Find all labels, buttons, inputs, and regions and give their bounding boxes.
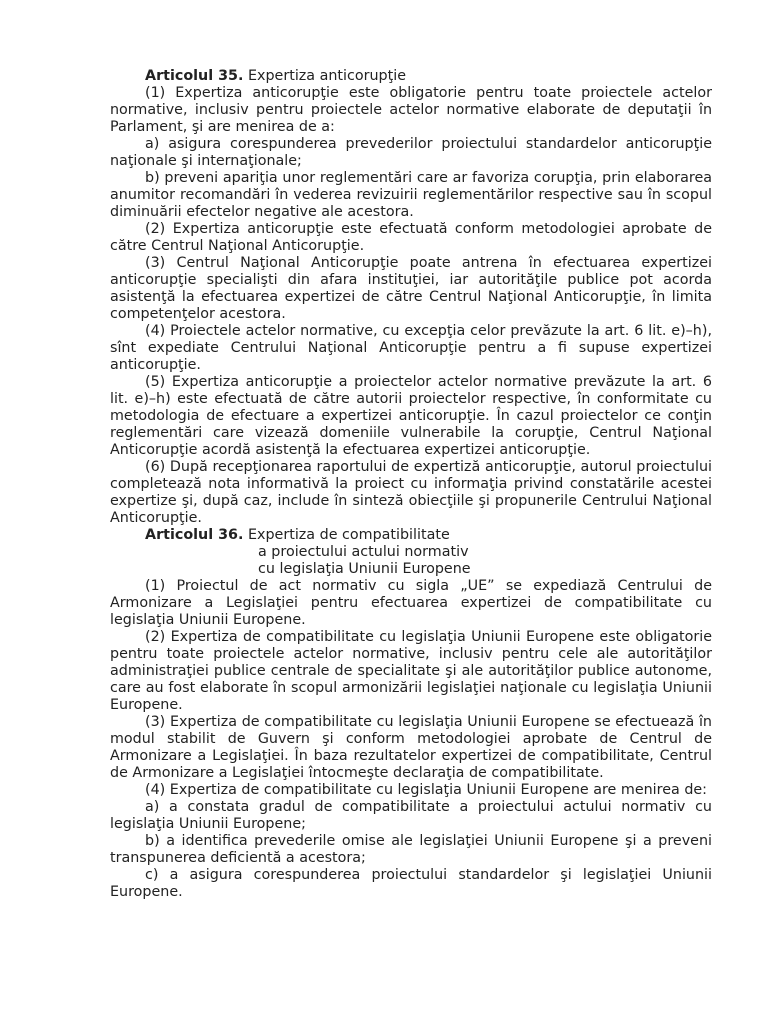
article-35-heading [110,68,712,85]
article-36-paragraph: a) a constata gradul de compatibilitate a proiectului actului normativ cu legislaţia Uniunii Europene; [110,799,712,832]
article-35-paragraph: (1) Expertiza anticorupţie este obligatorie pentru toate proiectele actelor normative, inclusiv pentru proiectele actelor normative elaborate de deputaţii în Parlament, şi are menirea de a: [110,85,712,135]
article-36-title-line: cu legislaţia Uniunii Europene [258,561,471,577]
document-page [110,68,712,901]
article-35-paragraph: (2) Expertiza anticorupţie este efectuată conform metodologiei aprobate de către Centrul Naţional Anticorupţie. [110,221,712,254]
article-36-paragraph: (3) Expertiza de compatibilitate cu legislaţia Uniunii Europene se efectuează în modul stabilit de Guvern şi conform metodologiei aprobate de Centrul de Armonizare a Legislaţiei. În baza rezultatelor expertizei de compatibilitate, Centrul de Armonizare a Legislaţiei întocmeşte declaraţia de compatibilitate. [110,714,712,781]
article-35-label: Articolul 35. [145,68,244,84]
article-35-paragraph: a) asigura corespunderea prevederilor proiectului standardelor anticorupţie naţionale şi internaţionale; [110,136,712,169]
article-35-paragraph: (5) Expertiza anticorupţie a proiectelor actelor normative prevăzute la art. 6 lit. e)–h) este efectuată de către autorii proiectelor respective, în conformitate cu metodologia de efectuare a expertizei anticorupţie. În cazul proiectelor ce conţin reglementări care vizează domeniile vulnerabile la corupţie, Centrul Naţional Anticorupţie acordă asistenţă la efectuarea expertizei anticorupţie. [110,374,712,458]
article-35-paragraph: (3) Centrul Naţional Anticorupţie poate antrena în efectuarea expertizei anticorupţie specialişti din afara instituţiei, iar autorităţile publice pot acorda asistenţă la efectuarea expertizei de către Centrul Naţional Anticorupţie, în limita competenţelor acestora. [110,255,712,322]
article-36-paragraph: (1) Proiectul de act normativ cu sigla „UE” se expediază Centrului de Armonizare a Legislaţiei pentru efectuarea expertizei de compatibilitate cu legislaţia Uniunii Europene. [110,578,712,628]
article-36-title-line: a proiectului actului normativ [258,544,469,560]
article-36-title-line: Expertiza de compatibilitate [243,527,450,543]
article-36-paragraph: (2) Expertiza de compatibilitate cu legislaţia Uniunii Europene este obligatorie pentru toate proiectele actelor normative, inclusiv pentru cele ale autorităţilor administraţiei publice centrale de specialitate şi ale autorităţilor publice autonome, care au fost elaborate în scopul armonizării legislaţiei naţionale cu legislaţia Uniunii Europene. [110,629,712,713]
article-35-title: Expertiza anticorupţie [243,68,407,84]
article-36-heading [110,527,712,578]
article-36-paragraph: b) a identifica prevederile omise ale legislaţiei Uniunii Europene şi a preveni transpunerea deficientă a acestora; [110,833,712,866]
article-36-paragraph: (4) Expertiza de compatibilitate cu legislaţia Uniunii Europene are menirea de: [145,782,708,798]
article-35-paragraph: (6) După recepţionarea raportului de expertiză anticorupţie, autorul proiectului completează nota informativă la proiect cu informaţia privind constatările acestei expertize şi, după caz, include în sinteză obiecţiile şi propunerile Centrului Naţional Anticorupţie. [110,459,712,526]
article-36-paragraph: c) a asigura corespunderea proiectului standardelor şi legislaţiei Uniunii Europene. [110,867,712,900]
article-35-paragraph: (4) Proiectele actelor normative, cu excepţia celor prevăzute la art. 6 lit. e)–h), sînt expediate Centrului Naţional Anticorupţie pentru a fi supuse expertizei anticorupţie. [110,323,712,373]
article-35-paragraph: b) preveni apariţia unor reglementări care ar favoriza corupţia, prin elaborarea anumitor recomandări în vederea revizuirii reglementărilor respective sau în scopul diminuării efectelor negative ale acestora. [110,170,712,220]
article-36-label: Articolul 36. [145,527,244,543]
